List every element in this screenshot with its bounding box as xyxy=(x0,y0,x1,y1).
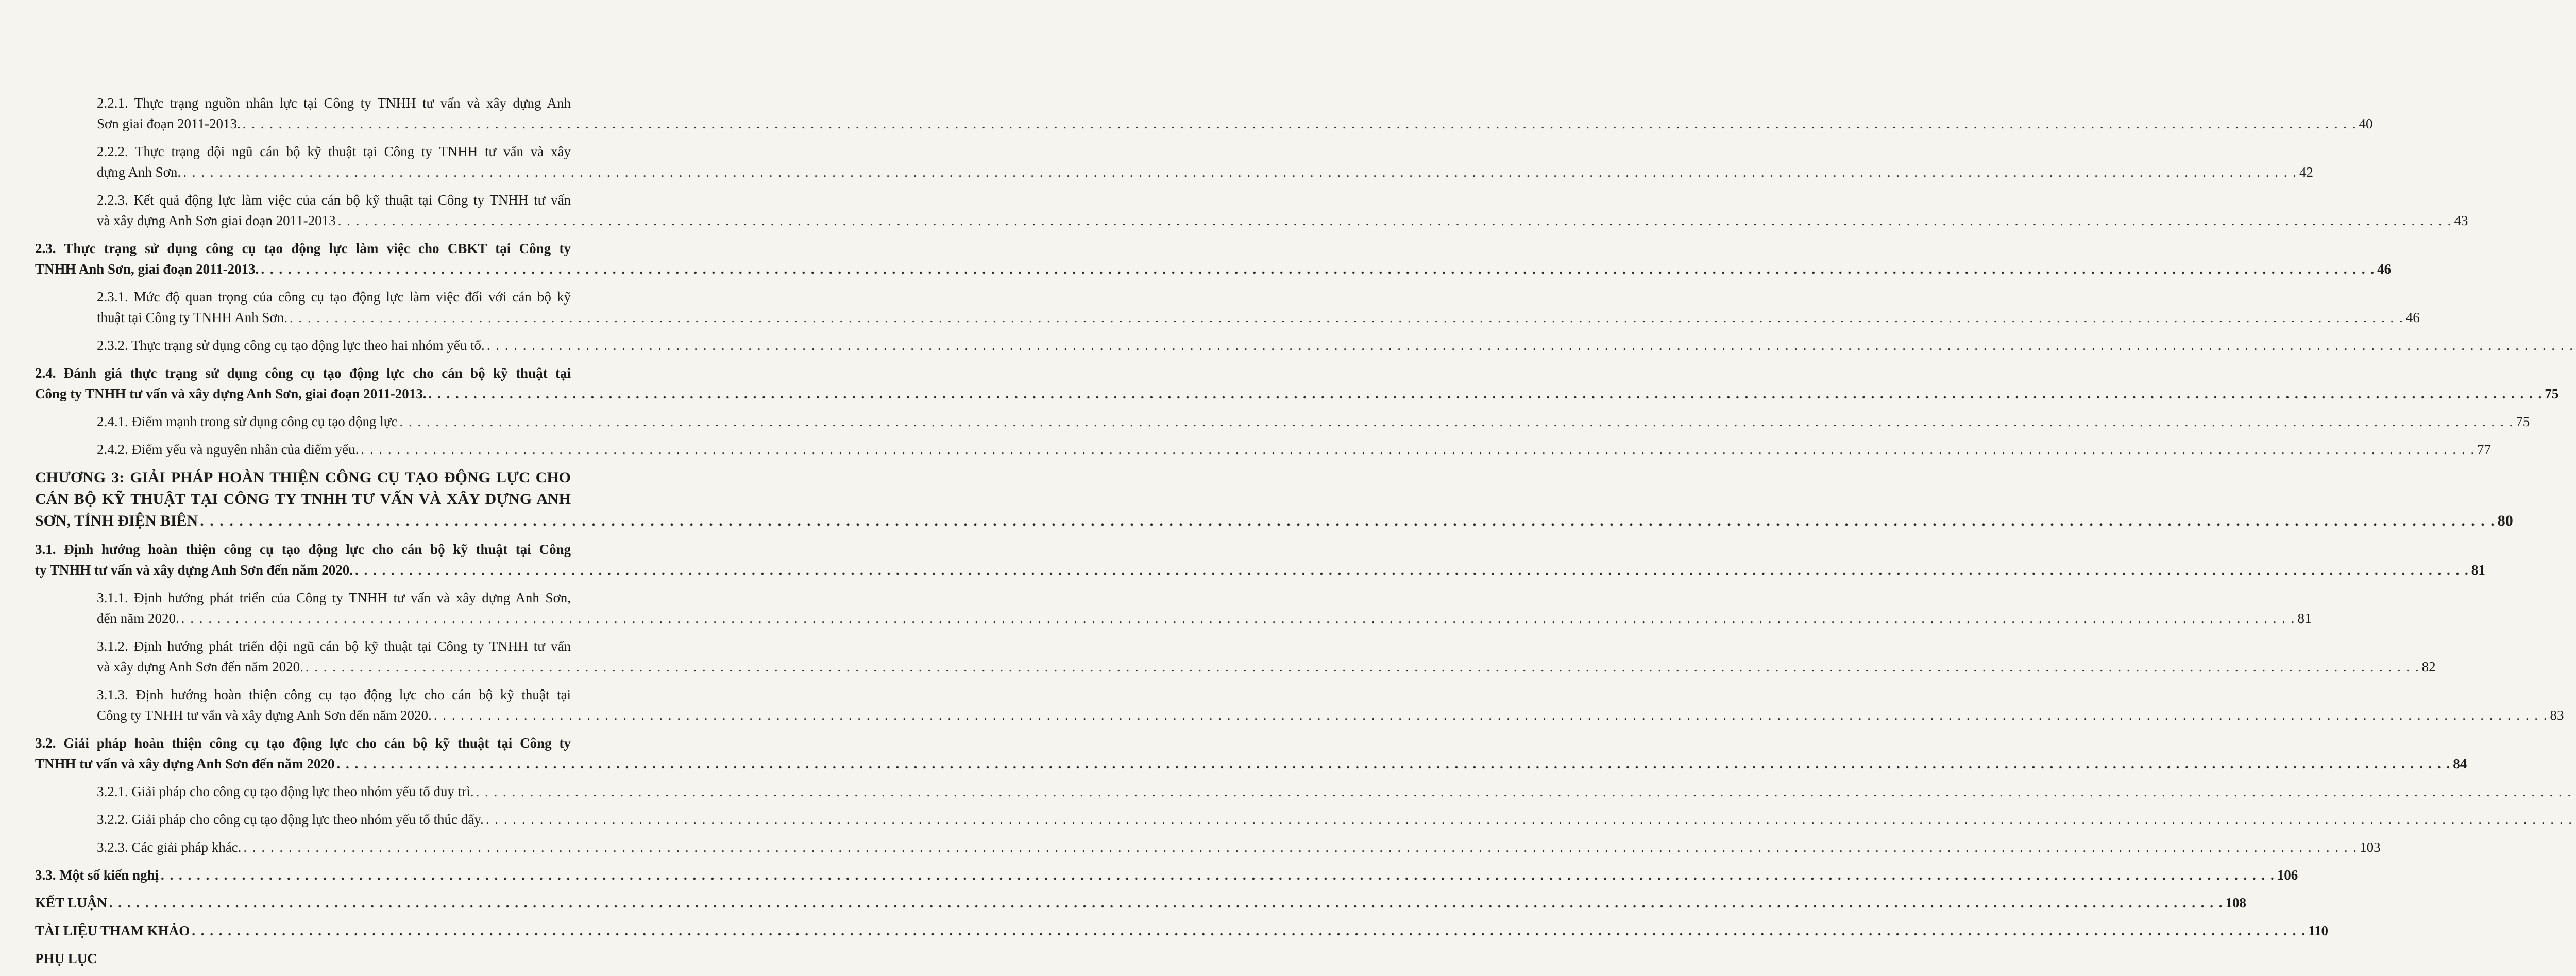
toc-entry-text: 3.1.3. Định hướng hoàn thiện công cụ tạo động lực cho cán bộ kỹ thuật tại xyxy=(97,684,571,705)
page-number: 40 xyxy=(2359,113,2373,134)
toc-entry xyxy=(35,893,571,913)
dot-leader xyxy=(337,753,2451,774)
toc-entry-text: 2.4.1. Điểm mạnh trong sử dụng công cụ tạo động lực xyxy=(97,411,397,432)
toc-entry-text: 3.2. Giải pháp hoàn thiện công cụ tạo động lực cho cán bộ kỹ thuật tại Công ty xyxy=(35,733,571,753)
page-number: 77 xyxy=(2477,439,2491,460)
toc-entry-text: 3.2.1. Giải pháp cho công cụ tạo động lực theo nhóm yếu tố duy trì. xyxy=(97,781,474,802)
toc-page xyxy=(0,0,619,971)
toc-entry xyxy=(35,141,571,182)
dot-leader xyxy=(290,307,2404,328)
toc-entry-text: TNHH Anh Sơn, giai đoạn 2011-2013. xyxy=(35,259,259,279)
toc-entry xyxy=(35,287,571,328)
toc-entry-text: 2.2.3. Kết quả động lực làm việc của cán bộ kỹ thuật tại Công ty TNHH tư vấn xyxy=(97,190,571,210)
page-number: 82 xyxy=(2422,657,2436,677)
toc-entry-text: 3.1. Định hướng hoàn thiện công cụ tạo động lực cho cán bộ kỹ thuật tại Công xyxy=(35,539,571,560)
page-number: 75 xyxy=(2545,383,2558,404)
toc-entry-text: 2.2.1. Thực trạng nguồn nhân lực tại Công ty TNHH tư vấn và xây dựng Anh xyxy=(97,93,571,113)
dot-leader xyxy=(161,865,2275,885)
page-number: 46 xyxy=(2377,259,2391,279)
toc-entry-text: CHƯƠNG 3: GIẢI PHÁP HOÀN THIỆN CÔNG CỤ TẠO ĐỘNG LỰC CHO xyxy=(35,467,571,489)
table-of-contents xyxy=(35,93,571,976)
page-number: 110 xyxy=(2308,920,2328,941)
toc-entry-text: đến năm 2020. xyxy=(97,608,179,629)
toc-entry-text: 2.3.2. Thực trạng sử dụng công cụ tạo động lực theo hai nhóm yếu tố. xyxy=(97,335,485,356)
toc-entry xyxy=(35,809,571,830)
dot-leader xyxy=(338,210,2452,231)
toc-entry xyxy=(35,190,571,231)
page-number: 84 xyxy=(2453,753,2467,774)
toc-entry-text: 2.3. Thực trạng sử dụng công cụ tạo động lực làm việc cho CBKT tại Công ty xyxy=(35,238,571,259)
toc-entry-text: SƠN, TỈNH ĐIỆN BIÊN xyxy=(35,510,198,532)
page-number: 80 xyxy=(2498,510,2513,532)
toc-entry-text: PHỤ LỤC xyxy=(35,948,571,969)
toc-entry xyxy=(35,948,571,969)
toc-entry-text: 2.4. Đánh giá thực trạng sử dụng công cụ tạo động lực cho cán bộ kỹ thuật tại xyxy=(35,363,571,383)
toc-entry-text: 3.1.2. Định hướng phát triển đội ngũ cán bộ kỹ thuật tại Công ty TNHH tư vấn xyxy=(97,636,571,657)
toc-entry-text: KẾT LUẬN xyxy=(35,893,107,913)
toc-entry xyxy=(35,837,571,857)
toc-entry xyxy=(35,587,571,629)
page-number: 43 xyxy=(2454,210,2468,231)
page-number: 81 xyxy=(2471,560,2485,580)
toc-entry xyxy=(35,684,571,726)
toc-entry xyxy=(35,733,571,774)
page-number: 83 xyxy=(2550,705,2564,726)
dot-leader xyxy=(183,162,2297,182)
toc-entry-text: 2.4.2. Điểm yếu và nguyên nhân của điểm yếu. xyxy=(97,439,359,460)
toc-entry-text: Công ty TNHH tư vấn và xây dựng Anh Sơn, giai đoạn 2011-2013. xyxy=(35,383,427,404)
dot-leader xyxy=(355,560,2469,580)
dot-leader xyxy=(429,383,2543,404)
page-number: 103 xyxy=(2360,837,2381,857)
dot-leader xyxy=(243,837,2358,857)
page-number: 108 xyxy=(2226,893,2247,913)
toc-entry xyxy=(35,363,571,404)
toc-entry xyxy=(35,636,571,677)
toc-entry xyxy=(35,439,571,460)
toc-entry xyxy=(35,93,571,134)
toc-entry-text: và xây dựng Anh Sơn giai đoạn 2011-2013 xyxy=(97,210,336,231)
dot-leader xyxy=(181,608,2296,629)
toc-entry-text: và xây dựng Anh Sơn đến năm 2020. xyxy=(97,657,303,677)
toc-entry-text: TNHH tư vấn và xây dựng Anh Sơn đến năm 2020 xyxy=(35,753,335,774)
toc-entry xyxy=(35,539,571,580)
dot-leader xyxy=(486,809,2576,830)
toc-entry-text: Sơn giai đoạn 2011-2013. xyxy=(97,113,241,134)
page-number: 106 xyxy=(2277,865,2298,885)
toc-entry xyxy=(35,920,571,941)
page-number: 81 xyxy=(2297,608,2311,629)
toc-entry-text: 2.3.1. Mức độ quan trọng của công cụ tạo động lực làm việc đối với cán bộ kỹ xyxy=(97,287,571,307)
toc-entry xyxy=(35,335,571,356)
dot-leader xyxy=(192,920,2306,941)
toc-entry xyxy=(35,781,571,802)
dot-leader xyxy=(361,439,2475,460)
dot-leader xyxy=(399,411,2514,432)
toc-entry xyxy=(35,865,571,885)
toc-entry-text: TÀI LIỆU THAM KHẢO xyxy=(35,920,190,941)
dot-leader xyxy=(243,113,2357,134)
dot-leader xyxy=(306,657,2420,677)
toc-entry xyxy=(35,411,571,432)
dot-leader xyxy=(434,705,2548,726)
page-number: 46 xyxy=(2406,307,2420,328)
toc-entry-text: dựng Anh Sơn. xyxy=(97,162,181,182)
toc-entry-text: 3.3. Một số kiến nghị xyxy=(35,865,159,885)
toc-entry xyxy=(35,467,571,532)
toc-entry-text: 3.2.3. Các giải pháp khác. xyxy=(97,837,241,857)
toc-entry-text: 3.1.1. Định hướng phát triển của Công ty TNHH tư vấn và xây dựng Anh Sơn, xyxy=(97,587,571,608)
dot-leader xyxy=(109,893,2224,913)
page-number: 75 xyxy=(2516,411,2530,432)
toc-entry-text: thuật tại Công ty TNHH Anh Sơn. xyxy=(97,307,287,328)
toc-entry-text: ty TNHH tư vấn và xây dựng Anh Sơn đến năm 2020. xyxy=(35,560,353,580)
dot-leader xyxy=(261,259,2375,279)
page-number: 42 xyxy=(2299,162,2313,182)
dot-leader xyxy=(476,781,2576,802)
dot-leader xyxy=(487,335,2576,356)
toc-entry-text: CÁN BỘ KỸ THUẬT TẠI CÔNG TY TNHH TƯ VẤN VÀ XÂY DỰNG ANH xyxy=(35,489,571,510)
toc-entry-text: 3.2.2. Giải pháp cho công cụ tạo động lực theo nhóm yếu tố thúc đẩy. xyxy=(97,809,484,830)
toc-entry-text: Công ty TNHH tư vấn và xây dựng Anh Sơn đến năm 2020. xyxy=(97,705,432,726)
toc-entry xyxy=(35,238,571,279)
toc-entry-text: 2.2.2. Thực trạng đội ngũ cán bộ kỹ thuật tại Công ty TNHH tư vấn và xây xyxy=(97,141,571,162)
dot-leader xyxy=(200,510,2496,532)
